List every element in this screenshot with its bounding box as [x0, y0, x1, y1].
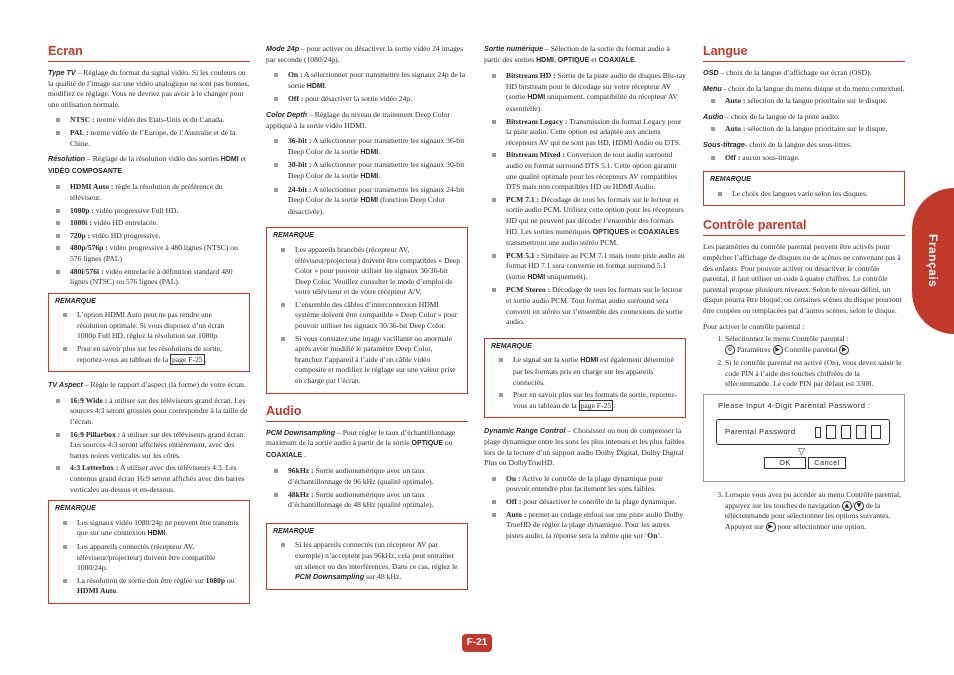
drc-list	[484, 474, 686, 542]
list-item: La résolution de sortie doit être réglée sur 1080p ou HDMI Auto.	[77, 576, 243, 597]
section-heading-langue: Langue	[703, 44, 905, 62]
list-item: Bitstream Mixed : Conversion de tout audio surround audio en format surround DTS 5.1. Cette option garantit une qualité optimale pour les récepteurs AV compatibles DTS mais non compatibles HD ou HDMI Audio.	[506, 150, 686, 192]
list-item: 4:3 Letterbox : A utiliser avec des téléviseurs 4:3. Les contenus grand écran 16:9 seront affichés avec des barres verticales au-dessus et en-dessous.	[70, 463, 250, 495]
type-tv-list	[48, 115, 250, 149]
play-arrow-icon: ▶	[766, 522, 776, 532]
note-title: REMARQUE	[491, 342, 532, 350]
list-item: 16:9 Wide : à utiliser sur des téléviseurs grand écran. Les sources 4:3 seront grossies pour correspondre à la taille de l’écran.	[70, 396, 250, 428]
list-item: 480p/576p : vidéo progressive à 480 lignes (NTSC) ou 576 lignes (PAL)	[70, 243, 250, 264]
list-item: Auto : permet au codage enfoui sur une piste audio Dolby TrueHD de régler la plage dynamique. Pour les autres pistes audio, la réponse sera la même que sur ‘On’.	[506, 510, 686, 542]
color-depth-desc: Color Depth – Réglage du niveau de traitement Deep Color appliqué à la sortie vidéo HDMI.	[266, 109, 451, 130]
dialog-title: Please Input 4-Digit Parental Password :	[718, 401, 871, 411]
section-heading-audio: Audio	[266, 404, 468, 422]
cancel-button[interactable]: Cancel	[808, 457, 846, 469]
language-tab: Français	[912, 188, 954, 334]
parental-steps-cont	[703, 490, 905, 532]
list-item: Pour en savoir plus sur les résolutions de sortie, reportez-vous au tableau de la page F-25 .	[77, 344, 243, 365]
list-item: 48kHz : Sortie audionumérique avec un taux d’échantillonnage de 48 kHz (qualité optimale).	[288, 490, 468, 511]
menu-desc: Menu - choix de la langue du menu disque et du menu contextuel.	[703, 83, 905, 93]
pin-digit	[871, 425, 881, 439]
audio-language-list	[703, 124, 905, 135]
subtitle-desc: Sous-titrage- choix de la langue des sous-titres.	[703, 139, 852, 149]
list-item: L’option HDMI Auto peut ne pas rendre une résolution optimale. Si vous disposez d’un écran 1080p Full HD, réglez la résolution sur 1080p.	[77, 310, 243, 342]
note-box-pcm	[266, 523, 468, 590]
cursor	[815, 427, 821, 438]
list-item: L’ensemble des câbles d’interconnexion HDMI système doivent être compatible « Deep Color » pour pouvoir utiliser les signaux 30/36-bit Deep Color.	[295, 300, 461, 332]
page-number: F-21	[462, 634, 492, 652]
mode-24p-list	[266, 70, 468, 105]
list-item: Pour en savoir plus sur les formats de sortie, reportez-vous au tableau de la page F-25 .	[513, 390, 678, 410]
list-item: Off : pour désactiver le contrôle de la plage dynamique.	[506, 497, 686, 508]
column-langue-parental	[703, 44, 905, 536]
setup-button-icon: ⚙	[725, 345, 735, 355]
tv-aspect-desc: TV Aspect – Règle le rapport d’aspect (la forme) de votre écran.	[48, 380, 246, 390]
note-title: REMARQUE	[710, 176, 751, 184]
pcm-downsampling-list	[266, 466, 468, 510]
parental-intro: Les paramètres du contrôle parental peuvent être activés pour empêcher l’affichage de disques ou de scènes ne convenant pas à des enfants. Pour pouvoir activer ou désactiver le contrôle parental, il faut utiliser un code à quatre chiffres. Le contrôle parental propose plusieurs niveaux. Selon le niveau défini, un disque pourra être bloqué, ou certaines scènes du disque pourront être coupées ou remplacées par d’autres scènes, selon le disque.	[703, 242, 902, 315]
digital-output-desc: Sortie numérique – Sélection de la sortie du format audio à partir des sorties HDMI, OPTIQUE et COAXIALE.	[484, 44, 670, 64]
note-box-langue	[703, 171, 905, 206]
subtitle-list	[703, 153, 905, 164]
list-item: PCM Stereo : Décodage de tous les formats sur le lecteur et sortie audio PCM. Tout format audio surround sera converti en stéréo sur l’ensemble des connexions de sortie audio.	[506, 285, 686, 327]
parental-steps	[703, 334, 905, 390]
list-item: 480i/576i : vidéo entrelacée à définition standard 480 lignes (NTSC) ou 576 lignes (PAL).	[70, 267, 250, 288]
play-arrow-icon: ▶	[773, 345, 783, 355]
column-video-audio	[266, 44, 468, 598]
list-item: Les appareils connectés (récepteur AV, téléviseur/projecteur) doivent être compatible 1080/24p.	[77, 542, 243, 574]
list-item: 1080p : vidéo progressive Full HD.	[70, 206, 250, 217]
note-title: REMARQUE	[273, 232, 314, 240]
list-item: PAL : norme vidéo de l’Europe, de l’Australie et de la Chine.	[70, 128, 250, 149]
list-item: PCM 5.1 : Similaire au PCM 7.1 mais toute piste audio au format HD 7.1 sera convertie en format surround 5.1 (sortie HDMI uniquement).	[506, 251, 686, 284]
list-item: Off : aucun sous-titrage.	[725, 153, 905, 164]
list-item: Auto : sélection de la langue prioritaire sur le disque.	[725, 124, 905, 135]
password-label: Parental Password	[725, 427, 796, 437]
pin-digit	[856, 425, 866, 439]
password-input[interactable]	[716, 419, 890, 445]
list-item: Off : pour désactiver la sortie vidéo 24p.	[288, 94, 468, 105]
note-title: REMARQUE	[273, 527, 314, 535]
note-box-1080-24p	[48, 500, 250, 604]
resolution-list	[48, 182, 250, 287]
step-item: 2. Si le contrôle parental est activé (On), vous devez saisir le code PIN à l’aide des touches chiffrées de la télécommande. Le code PIN par défaut est 3308.	[725, 358, 905, 390]
list-item: 1080i : vidéo HD entrelacée.	[70, 218, 250, 229]
up-arrow-icon: ▲	[842, 501, 852, 511]
play-arrow-icon: ▶	[839, 345, 849, 355]
list-item: On : A sélectionner pour transmettre les signaux 24p de la sortie HDMI.	[288, 70, 468, 92]
list-item: Le signal sur la sortie HDMI est également déterminé par les formats pris en charge sur les appareils connectés.	[513, 355, 679, 388]
list-item: Le choix des langues varie selon les disques.	[732, 189, 898, 200]
step-item: 3. Lorsque vous avez pu accéder au menu Contrôle parental, appuyez sur les touches de navigation ▲ / ▼ de la télécommande pour sélectionner les options suivantes. Appuyez sur ▶ pour sélectionner une option.	[725, 490, 905, 532]
list-item: 24-bit : A sélectionner pour transmettre les signaux 24-bit Deep Color de la sortie HDMI (fonction Deep Color désactivée).	[288, 185, 468, 218]
list-item: 30-bit : A sélectionner pour transmettre les signaux 30-bit Deep Color de la sortie HDMI.	[288, 160, 468, 182]
column-ecran	[48, 44, 250, 612]
list-item: NTSC : norme vidéo des Etats-Unis et du Canada.	[70, 115, 250, 126]
audio-language-desc: Audio – choix de la langue de la piste audio.	[703, 111, 840, 121]
page-reference-link[interactable]: page F-25	[580, 400, 612, 410]
note-box-resolution	[48, 293, 250, 373]
down-arrow-icon: ▽	[798, 446, 805, 457]
page-reference-link[interactable]: page F-25	[171, 354, 203, 364]
type-tv-desc: Type TV – Réglage du format du signal vidéo. Si les couleurs ou la qualité de l’image sur une vidéo analogique ne sont pas bonnes, modifiez ce réglage. Vous ne devriez pas avoir à le changer pour une utilisation normale.	[48, 68, 250, 109]
drc-desc: Dynamic Range Control – Choisissez ou non de compresser la plage dynamique entre les sons les plus intenses et les plus faibles lors de la lecture d’un support audio Dolby Digital, Dolby Digital Plus ou DolbyTrueHD.	[484, 426, 685, 468]
list-item: Les appareils branchés (récepteur AV, téléviseur/projecteur) doivent être compatibles « Deep Color » pour pouvoir utiliser les signaux 30/36-bit Deep Color. Veuillez consulter le mode d’emploi de votre téléviseur et de votre récepteur A/V.	[295, 244, 461, 297]
pin-digit-cells	[813, 425, 882, 439]
list-item: Auto : sélection de la langue prioritaire sur le disque.	[725, 96, 905, 107]
column-digital-output	[484, 44, 686, 546]
down-arrow-icon: ▼	[854, 501, 864, 511]
list-item: Les signaux vidéo 1080/24p ne peuvent être transmis que sur une connexion HDMI.	[77, 518, 243, 540]
mode-24p-desc: Mode 24p – pour activer ou désactiver la sortie vidéo 24 images par seconde (1080/24p).	[266, 44, 464, 64]
parental-password-dialog	[703, 394, 905, 482]
section-heading-ecran: Ecran	[48, 44, 250, 62]
list-item: 720p : vidéo HD progressive.	[70, 231, 250, 242]
list-item: 96kHz : Sortie audionumérique avec un taux d’échantillonnage de 96 kHz (qualité optimale).	[288, 466, 468, 487]
resolution-desc: Résolution – Réglage de la résolution vidéo des sorties HDMI et VIDÉO COMPOSANTE.	[48, 154, 247, 175]
osd-desc: OSD – choix de la langue d’affichage sur écran (OSD).	[703, 68, 872, 77]
parental-howto: Pour activer le contrôle parental :	[703, 321, 805, 331]
ok-button[interactable]: OK	[764, 457, 806, 469]
color-depth-list	[266, 136, 468, 217]
pin-digit	[826, 425, 836, 439]
list-item: Si les appareils connectés (un récepteur AV par exemple) n’acceptent pas 96kHz, cela peut entrainer un silence ou des interférences. Dans ce cas, réglez le PCM Downsampling sur 48 kHz.	[295, 540, 461, 582]
digital-output-list	[484, 71, 686, 328]
list-item: PCM 7.1 : Décodage de tous les formats sur le lecteur et sortie audio PCM. Utilisez cette option pour les récepteurs HD qui ne peuvent pas décoder l’ensemble des formats HD. Les sorties numériques OPTIQUES et COAXIALES transmettront une audio stéréo PCM.	[506, 195, 686, 249]
list-item: Si vous constatez une image vacillante ou anormale après avoir modifié le paramètre Deep Color, branchez l’appareil à l’aide d’un câble vidéo composite et modifiez le réglage sur une valeur prise en charge par l’écran.	[295, 334, 461, 387]
note-title: REMARQUE	[55, 505, 96, 513]
pcm-downsampling-desc: PCM Downsampling – Pour régler le taux d’échantillonnage maximum de la sortie audio à partir de la sortie OPTIQUE ou COAXIALE .	[266, 427, 456, 459]
list-item: On : Active le contrôle de la plage dynamique pour pouvoir entendre plus facilement les sons faibles.	[506, 474, 686, 495]
note-box-digital-output	[484, 338, 686, 419]
list-item: HDMI Auto : règle la résolution de préférence du téléviseur.	[70, 182, 250, 203]
note-box-deep-color	[266, 227, 468, 393]
step-item: 1. Sélectionnez le menu Contrôle parental : ⚙ Paramètres ▶ Contrôle parental ▶	[725, 334, 905, 355]
list-item: 16:9 Pillarbox : à utiliser sur des téléviseurs grand écran. Les sources 4:3 seront affichées entièrement, avec des barres noires verticales sur les côtés.	[70, 430, 250, 462]
list-item: Bitstream HD : Sortie de la piste audio de disques Blu-ray HD bitstream pour le décodage sur votre récepteur AV (sortie HDMI uniquement, compatibilité du récepteur AV essentielle).	[506, 71, 686, 113]
list-item: Bitstream Legacy : Transmission du format Legacy pour la piste audio. Cette option est adaptée aux anciens récepteurs AV qui ne sont pas HD, HDMI Audio ou DTS.	[506, 117, 686, 149]
note-title: REMARQUE	[55, 297, 96, 305]
section-heading-parental: Contrôle parental	[703, 218, 905, 236]
menu-list	[703, 96, 905, 107]
list-item: 36-bit : A sélectionner pour transmettre les signaux 36-bit Deep Color de la sortie HDMI.	[288, 136, 468, 158]
pin-digit	[841, 425, 851, 439]
tv-aspect-list	[48, 396, 250, 495]
